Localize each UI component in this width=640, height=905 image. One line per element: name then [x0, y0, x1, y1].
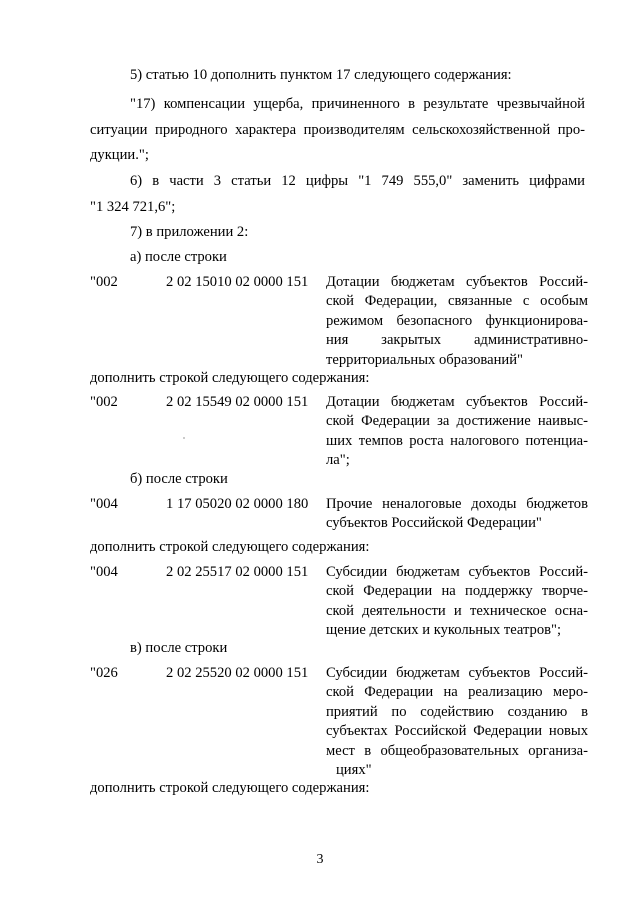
page-number: 3 — [316, 852, 324, 867]
revenue-name-line: ла"; — [326, 452, 350, 469]
paragraph-item-17-line-2: ситуации природного характера производителям сельскохозяйственной про- — [90, 122, 585, 138]
admin-code: "004 — [90, 564, 118, 580]
admin-code: "002 — [90, 274, 118, 290]
budget-classification-code: 2 02 15010 02 0000 151 — [166, 274, 309, 290]
revenue-name-line: приятий по содействию созданию в — [326, 703, 588, 720]
add-row-instruction-3: дополнить строкой следующего содержания: — [90, 780, 370, 796]
revenue-name — [326, 563, 588, 641]
paragraph-item-17-line-3: дукции."; — [90, 147, 149, 163]
revenue-name-line: Субсидии бюджетам субъектов Россий- — [326, 665, 588, 681]
scan-speck — [183, 437, 185, 439]
paragraph-item-17-line-1: "17) компенсации ущерба, причиненного в результате чрезвычайной — [130, 96, 585, 112]
revenue-name-line: Дотации бюджетам субъектов Россий- — [326, 394, 588, 410]
subitem-b: б) после строки — [130, 471, 228, 487]
budget-classification-code: 2 02 25517 02 0000 151 — [166, 564, 309, 580]
subitem-v: в) после строки — [130, 640, 228, 656]
revenue-name — [326, 664, 588, 780]
admin-code: "026 — [90, 665, 118, 681]
paragraph-item-7: 7) в приложении 2: — [130, 224, 249, 240]
revenue-name — [326, 273, 588, 370]
revenue-name-line: циях" — [336, 762, 372, 779]
revenue-name-line: Прочие неналоговые доходы бюджетов — [326, 496, 588, 512]
revenue-name-line: ской Федерации на поддержку творче- — [326, 583, 588, 600]
revenue-name-line: ния закрытых административно- — [326, 332, 588, 349]
paragraph-item-6-line-1: 6) в части 3 статьи 12 цифры "1 749 555,0" заменить цифрами — [130, 173, 585, 189]
revenue-name-line: ской Федерации, связанные с особым — [326, 293, 588, 310]
budget-classification-code: 1 17 05020 02 0000 180 — [166, 496, 309, 512]
budget-classification-code: 2 02 15549 02 0000 151 — [166, 394, 309, 410]
add-row-instruction-1: дополнить строкой следующего содержания: — [90, 370, 370, 386]
admin-code: "004 — [90, 496, 118, 512]
revenue-name-line: ской Федерации на реализацию меро- — [326, 684, 588, 701]
revenue-name-line: мест в общеобразовательных организа- — [326, 742, 588, 759]
revenue-name-line: Субсидии бюджетам субъектов Россий- — [326, 564, 588, 580]
revenue-name-line: щение детских и кукольных театров"; — [326, 622, 562, 639]
budget-classification-code: 2 02 25520 02 0000 151 — [166, 665, 309, 681]
paragraph-item-5: 5) статью 10 дополнить пунктом 17 следующего содержания: — [130, 67, 512, 83]
revenue-name-line: ших темпов роста налогового потенциа- — [326, 432, 588, 449]
revenue-name-line: ской деятельности и техническое осна- — [326, 602, 588, 619]
subitem-a: а) после строки — [130, 249, 227, 265]
revenue-name — [326, 495, 588, 534]
revenue-name-line: субъектах Российской Федерации новых — [326, 723, 588, 740]
revenue-name-line: Дотации бюджетам субъектов Россий- — [326, 274, 588, 290]
revenue-name-line: ской Федерации за достижение наивыс- — [326, 413, 588, 430]
paragraph-item-6-line-2: "1 324 721,6"; — [90, 199, 176, 215]
revenue-name-line: субъектов Российской Федерации" — [326, 515, 542, 532]
admin-code: "002 — [90, 394, 118, 410]
revenue-name-line: территориальных образований" — [326, 351, 523, 368]
revenue-name — [326, 393, 588, 471]
add-row-instruction-2: дополнить строкой следующего содержания: — [90, 539, 370, 555]
revenue-name-line: режимом безопасного функционирова- — [326, 312, 588, 329]
